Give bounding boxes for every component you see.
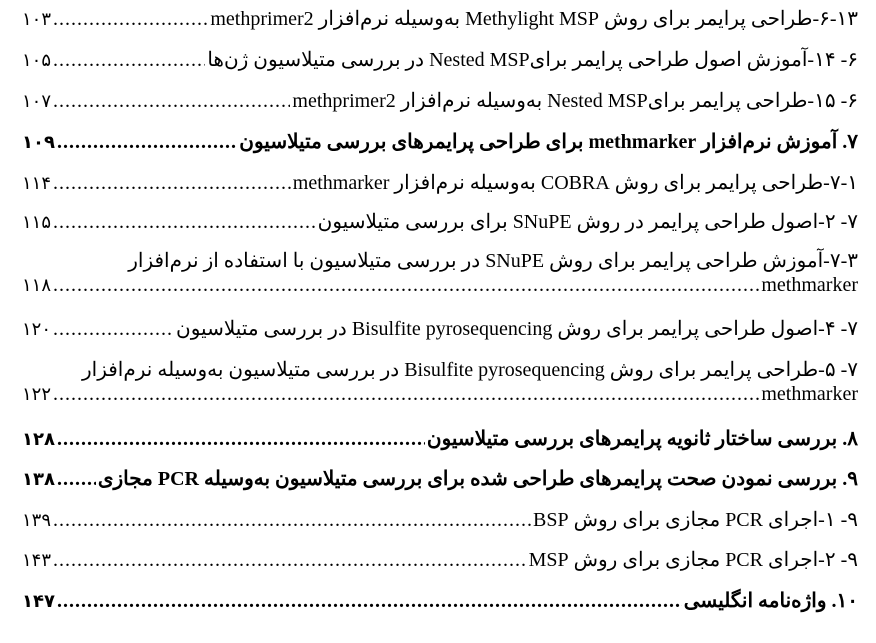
toc-page-number: ۱۰۷ (22, 91, 52, 112)
toc-entry-title: ۱۰. واژه‌نامه انگلیسی (683, 590, 858, 612)
toc-entry-title: ۹- ۱-اجرای PCR مجازی برای روش BSP (533, 509, 858, 531)
toc-entry-title: ۸. بررسی ساختار ثانویه پرایمرهای بررسی متیلاسیون (426, 428, 858, 450)
toc-entry[interactable] (22, 250, 858, 298)
toc-chapter-entry[interactable] (22, 428, 858, 450)
dot-leader (53, 90, 290, 112)
toc-entry-title: ۷- ۵-طراحی پرایمر برای روش Bisulfite pyrosequencing در بررسی متیلاسیون به‌وسیله نرم‌افزار (82, 359, 858, 381)
dot-leader (53, 509, 531, 531)
toc-entry[interactable] (22, 8, 858, 30)
toc-page-number: ۱۱۸ (22, 275, 52, 296)
toc-page-number: ۱۳۹ (22, 510, 52, 531)
toc-entry[interactable] (22, 211, 858, 233)
toc-page-number: ۱۱۴ (22, 173, 52, 194)
toc-entry[interactable] (22, 359, 858, 407)
toc-entry-title: ۶-۱۳-طراحی پرایمر برای روش Methylight MSP به‌وسیله نرم‌افزار methprimer2 (210, 8, 858, 30)
dot-leader (53, 211, 316, 233)
toc-entry[interactable] (22, 318, 858, 340)
toc-entry-title: ۶- ۱۴-آموزش اصول طراحی پرایمر برای‌Nested MSP در بررسی متیلاسیون ژن‌ها (207, 49, 858, 71)
toc-entry[interactable] (22, 509, 858, 531)
dot-leader (53, 383, 759, 405)
dot-leader (53, 318, 174, 340)
toc-entry-title: ۹- ۲-اجرای PCR مجازی برای روش MSP (528, 549, 858, 571)
toc-chapter-entry[interactable] (22, 590, 858, 612)
toc-chapter-entry[interactable] (22, 468, 858, 490)
dot-leader (53, 549, 527, 571)
toc-entry-title: ۷-۱-طراحی پرایمر برای روش COBRA به‌وسیله نرم‌افزار methmarker (292, 172, 858, 194)
toc-entry[interactable] (22, 49, 858, 71)
dot-leader (53, 274, 759, 296)
toc-page-number: ۱۲۸ (22, 429, 55, 450)
toc-entry-title: ۷-۳-آموزش طراحی پرایمر برای روش SNuPE در بررسی متیلاسیون با استفاده از نرم‌افزار (128, 250, 858, 272)
dot-leader (53, 8, 208, 30)
toc-page-number: ۱۰۵ (22, 50, 52, 71)
toc-page-number: ۱۱۵ (22, 212, 52, 233)
toc-entry-title-continued: methmarker (761, 383, 858, 405)
toc-entry-title: ۹. بررسی نمودن صحت پرایمرهای طراحی شده برای بررسی متیلاسیون به‌وسیله PCR مجازی (97, 468, 858, 490)
toc-entry-title-continued: methmarker (761, 274, 858, 296)
toc-entry[interactable] (22, 90, 858, 112)
toc-entry-title: ۷. آموزش نرم‌افزار methmarker برای طراحی پرایمرهای بررسی متیلاسیون (239, 131, 858, 153)
toc-page-number: ۱۴۳ (22, 550, 52, 571)
toc-entry-title: ۷- ۴-اصول طراحی پرایمر برای روش Bisulfite pyrosequencing در بررسی متیلاسیون (176, 318, 858, 340)
dot-leader (53, 172, 291, 194)
toc-entry-title: ۶- ۱۵-طراحی پرایمر برای‌Nested MSP به‌وسیله نرم‌افزار methprimer2 (292, 90, 858, 112)
dot-leader (57, 468, 96, 490)
dot-leader (57, 590, 682, 612)
toc-page-number: ۱۲۰ (22, 319, 52, 340)
toc-page-number: ۱۰۹ (22, 132, 55, 153)
dot-leader (57, 131, 237, 153)
dot-leader (53, 49, 205, 71)
toc-page-number: ۱۴۷ (22, 591, 55, 612)
toc-chapter-entry[interactable] (22, 131, 858, 153)
toc-page-number: ۱۰۳ (22, 9, 52, 30)
toc-entry-title: ۷- ۲-اصول طراحی پرایمر در روش SNuPE برای بررسی متیلاسیون (317, 211, 858, 233)
dot-leader (57, 428, 425, 450)
toc-page-number: ۱۲۲ (22, 384, 52, 405)
toc-page-number: ۱۳۸ (22, 469, 55, 490)
toc-entry[interactable] (22, 172, 858, 194)
toc-entry[interactable] (22, 549, 858, 571)
